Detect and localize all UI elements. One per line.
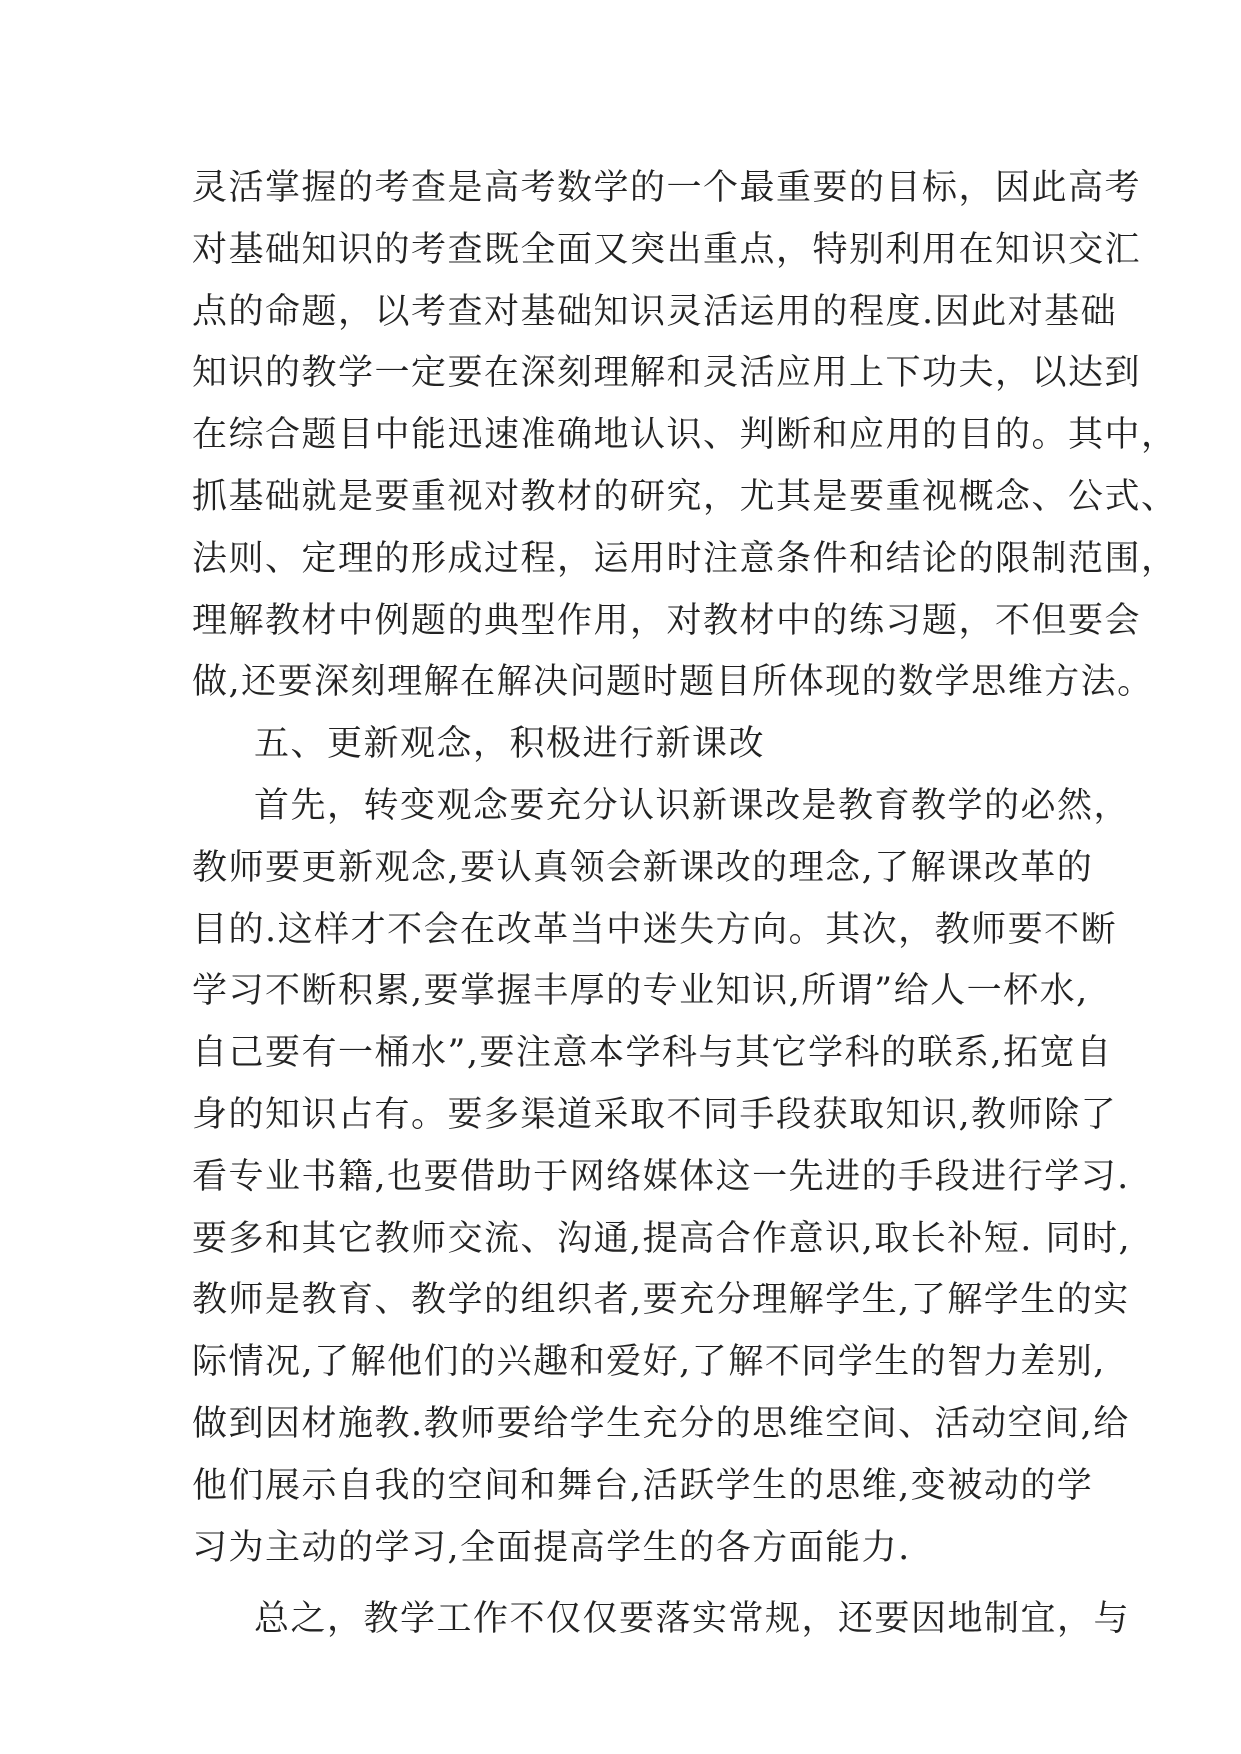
- paragraph-line: 法则、定理的形成过程，运用时注意条件和结论的限制范围，: [192, 538, 1178, 579]
- body-text: [192, 158, 1178, 1651]
- paragraph-line: 要多和其它教师交流、沟通,提高合作意识,取长补短. 同时,: [192, 1218, 1132, 1259]
- paragraph-line: 做到因材施教.教师要给学生充分的思维空间、活动空间,给: [192, 1403, 1130, 1444]
- paragraph-line: 目的.这样才不会在改革当中迷失方向。其次，教师要不断: [192, 909, 1118, 950]
- paragraph-first-line: 总之，教学工作不仅仅要落实常规，还要因地制宜，与: [254, 1599, 1131, 1640]
- paragraph-line: 看专业书籍,也要借助于网络媒体这一先进的手段进行学习.: [192, 1156, 1130, 1197]
- paragraph-line: 点的命题，以考查对基础知识灵活运用的程度.因此对基础: [192, 291, 1118, 332]
- paragraph-line: 做,还要深刻理解在解决问题时题目所体现的数学思维方法。: [192, 662, 1154, 703]
- paragraph-line: 教师是教育、教学的组织者,要充分理解学生,了解学生的实: [192, 1280, 1130, 1321]
- paragraph-line: 抓基础就是要重视对教材的研究，尤其是要重视概念、公式、: [192, 476, 1178, 517]
- paragraph-line: 灵活掌握的考查是高考数学的一个最重要的目标，因此高考: [192, 168, 1142, 208]
- paragraph-line: 知识的教学一定要在深刻理解和灵活应用上下功夫，以达到: [192, 353, 1142, 394]
- section-heading: 五、更新观念，积极进行新课改: [254, 724, 766, 765]
- paragraph-first-line: 首先，转变观念要充分认识新课改是教育教学的必然，: [254, 785, 1131, 826]
- paragraph-line: 他们展示自我的空间和舞台,活跃学生的思维,变被动的学: [192, 1465, 1094, 1506]
- paragraph-line: 教师要更新观念,要认真领会新课改的理念,了解课改革的: [192, 847, 1094, 888]
- paragraph-line: 自己要有一桶水”,要注意本学科与其它学科的联系,拓宽自: [192, 1033, 1113, 1074]
- paragraph-line: 际情况,了解他们的兴趣和爱好,了解不同学生的智力差别,: [192, 1342, 1106, 1383]
- paragraph-line: 对基础知识的考查既全面又突出重点，特别利用在知识交汇: [192, 229, 1142, 270]
- paragraph-line: 习为主动的学习,全面提高学生的各方面能力.: [192, 1527, 911, 1568]
- paragraph-line: 在综合题目中能迅速准确地认识、判断和应用的目的。其中，: [192, 415, 1178, 456]
- paragraph-line: 学习不断积累,要掌握丰厚的专业知识,所谓”给人一杯水,: [192, 971, 1089, 1012]
- paragraph-line: 身的知识占有。要多渠道采取不同手段获取知识,教师除了: [192, 1094, 1118, 1135]
- paragraph-line: 理解教材中例题的典型作用，对教材中的练习题，不但要会: [192, 600, 1142, 641]
